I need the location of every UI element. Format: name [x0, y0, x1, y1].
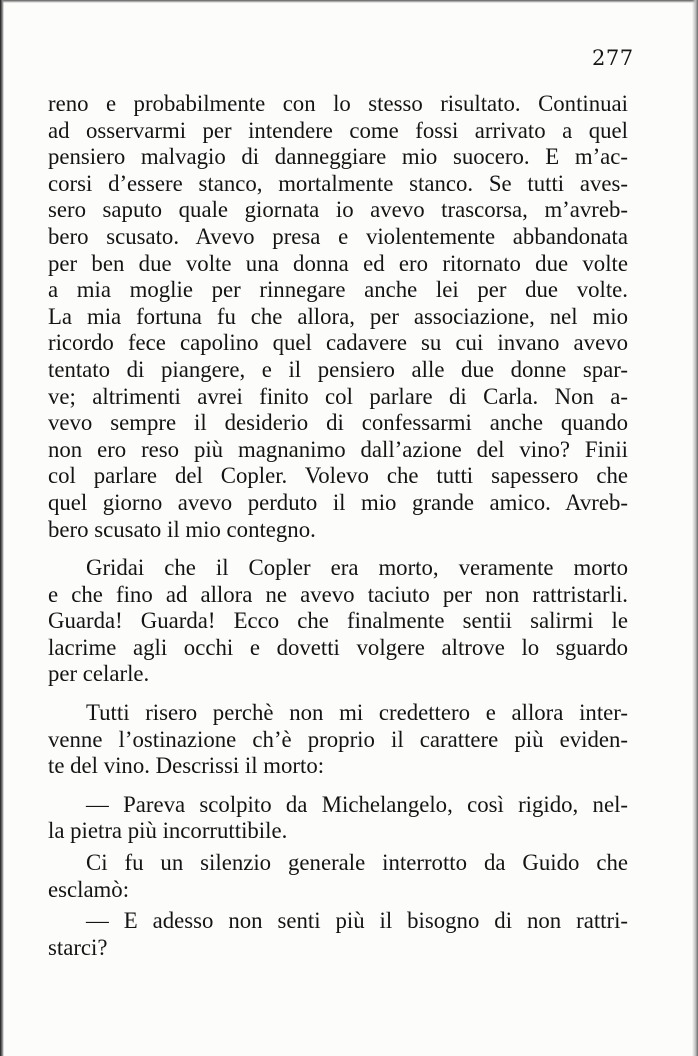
text-line: sero saputo quale giornata io avevo trascorsa, m’avreb- [48, 197, 628, 223]
text-line: pensiero malvagio di danneggiare mio suocero. E m’ac- [48, 144, 628, 170]
paragraph-5 [48, 850, 628, 903]
page-number: 277 [592, 46, 634, 70]
text-line: ad osservarmi per intendere come fossi arrivato a quel [48, 117, 628, 143]
text-line: La mia fortuna fu che allora, per associazione, nel mio [48, 303, 628, 329]
text-line: Ci fu un silenzio generale interrotto da Guido che [86, 850, 628, 876]
text-line: quel giorno avevo perduto il mio grande amico. Avreb- [48, 489, 628, 515]
text-line: reno e probabilmente con lo stesso risultato. Continuai [48, 91, 628, 116]
page-top-edge [0, 0, 698, 3]
text-line: vevo sempre il desiderio di confessarmi anche quando [48, 410, 628, 436]
text-line: — E adesso non senti più il bisogno di non rattri- [86, 908, 628, 934]
text-line: lacrime agli occhi e dovetti volgere altrove lo sguardo [48, 634, 628, 660]
text-line: tentato di piangere, e il pensiero alle due donne spar- [48, 356, 628, 382]
paragraph-2 [48, 555, 628, 688]
text-line: Guarda! Guarda! Ecco che finalmente sentii salirmi le [48, 608, 628, 634]
text-line: venne l’ostinazione ch’è proprio il carattere più eviden- [48, 726, 628, 752]
text-line: col parlare del Copler. Volevo che tutti sapessero che [48, 463, 628, 489]
paragraph-6 [48, 908, 628, 961]
page-body [48, 91, 628, 961]
paragraph-4 [48, 792, 628, 845]
text-line: te del vino. Descrissi il morto: [48, 753, 325, 779]
text-line: — Pareva scolpito da Michelangelo, così rigido, nel- [86, 791, 628, 817]
text-line: la pietra più incorruttibile. [48, 818, 288, 844]
text-line: esclamò: [48, 876, 130, 902]
text-line: starci? [48, 934, 108, 960]
text-line: ricordo fece capolino quel cadavere su cui invano avevo [48, 330, 628, 356]
paragraph-3 [48, 700, 628, 780]
text-line: bero scusato il mio contegno. [48, 516, 316, 542]
page-right-edge [692, 0, 698, 1056]
text-line: e che fino ad allora ne avevo taciuto per non rattristarli. [48, 581, 628, 607]
text-line: Tutti risero perchè non mi credettero e allora inter- [86, 700, 628, 726]
text-line: per ben due volte una donna ed ero ritornato due volte [48, 250, 628, 276]
page-left-edge [0, 0, 4, 1056]
text-line: Gridai che il Copler era morto, veramente morto [86, 555, 628, 581]
text-line: corsi d’essere stanco, mortalmente stanco. Se tutti aves- [48, 170, 628, 196]
text-line: non ero reso più magnanimo dall’azione del vino? Finii [48, 436, 628, 462]
text-line: bero scusato. Avevo presa e violentemente abbandonata [48, 223, 628, 249]
paragraph-1 [48, 91, 628, 543]
text-line: per celarle. [48, 661, 150, 687]
text-line: ve; altrimenti avrei finito col parlare di Carla. Non a- [48, 383, 628, 409]
text-line: a mia moglie per rinnegare anche lei per due volte. [48, 277, 628, 303]
